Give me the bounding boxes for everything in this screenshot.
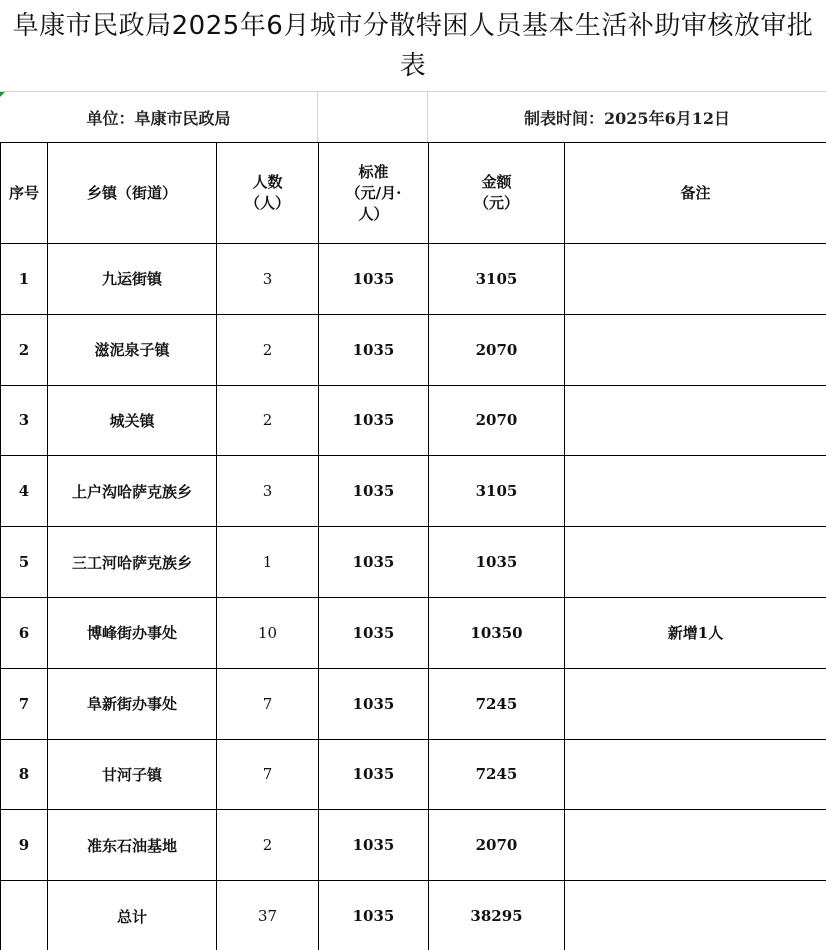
table-row [1, 597, 826, 668]
cell-standard[interactable]: 1035 [319, 385, 429, 456]
cell-amount[interactable]: 2070 [429, 385, 565, 456]
total-row [1, 881, 826, 950]
cell-count[interactable]: 1 [217, 527, 319, 598]
total-seq-cell[interactable] [1, 881, 48, 950]
cell-town[interactable]: 阜新街办事处 [48, 668, 217, 739]
cell-seq[interactable]: 5 [1, 527, 48, 598]
cell-town[interactable]: 城关镇 [48, 385, 217, 456]
cell-count[interactable]: 7 [217, 739, 319, 810]
total-label-cell[interactable]: 总计 [48, 881, 217, 950]
cell-seq[interactable]: 7 [1, 668, 48, 739]
unit-cell[interactable] [0, 92, 318, 142]
header-amount[interactable]: 金额 （元） [429, 143, 565, 244]
cell-count[interactable]: 10 [217, 597, 319, 668]
cell-seq[interactable]: 6 [1, 597, 48, 668]
total-count-cell[interactable]: 37 [217, 881, 319, 950]
cell-remark[interactable] [565, 810, 826, 881]
cell-amount[interactable]: 10350 [429, 597, 565, 668]
cell-standard[interactable]: 1035 [319, 456, 429, 527]
cell-seq[interactable]: 3 [1, 385, 48, 456]
header-remark[interactable]: 备注 [565, 143, 826, 244]
cell-town[interactable]: 滋泥泉子镇 [48, 314, 217, 385]
cell-remark[interactable] [565, 244, 826, 315]
cell-count[interactable]: 2 [217, 810, 319, 881]
date-label: 制表时间：2025年6月12日 [524, 108, 730, 128]
table-row [1, 527, 826, 598]
document-title [0, 0, 826, 92]
cell-amount[interactable]: 2070 [429, 314, 565, 385]
table-row [1, 456, 826, 527]
cell-seq[interactable]: 2 [1, 314, 48, 385]
cell-remark[interactable] [565, 456, 826, 527]
header-seq[interactable]: 序号 [1, 143, 48, 244]
empty-info-cell[interactable] [318, 92, 428, 142]
table-row [1, 385, 826, 456]
cell-standard[interactable]: 1035 [319, 244, 429, 315]
cell-amount[interactable]: 7245 [429, 739, 565, 810]
cell-seq[interactable]: 1 [1, 244, 48, 315]
cell-remark[interactable] [565, 314, 826, 385]
cell-amount[interactable]: 2070 [429, 810, 565, 881]
cell-town[interactable]: 三工河哈萨克族乡 [48, 527, 217, 598]
table-row [1, 739, 826, 810]
cell-remark[interactable]: 新增1人 [565, 597, 826, 668]
cell-seq[interactable]: 9 [1, 810, 48, 881]
cell-count[interactable]: 2 [217, 314, 319, 385]
cell-count[interactable]: 3 [217, 456, 319, 527]
cell-count[interactable]: 3 [217, 244, 319, 315]
cell-town[interactable]: 博峰街办事处 [48, 597, 217, 668]
header-count[interactable]: 人数 （人） [217, 143, 319, 244]
cell-amount[interactable]: 7245 [429, 668, 565, 739]
cell-count[interactable]: 2 [217, 385, 319, 456]
cell-town[interactable]: 甘河子镇 [48, 739, 217, 810]
table-row [1, 244, 826, 315]
info-row [0, 92, 826, 142]
cell-standard[interactable]: 1035 [319, 810, 429, 881]
total-standard-cell[interactable]: 1035 [319, 881, 429, 950]
date-cell[interactable] [428, 92, 826, 142]
cell-town[interactable]: 准东石油基地 [48, 810, 217, 881]
cell-amount[interactable]: 3105 [429, 244, 565, 315]
cell-seq[interactable]: 4 [1, 456, 48, 527]
table-header-row [1, 143, 826, 244]
table-row [1, 810, 826, 881]
table-row [1, 668, 826, 739]
unit-label: 单位：阜康市民政局 [86, 108, 231, 128]
cell-town[interactable]: 九运街镇 [48, 244, 217, 315]
cell-standard[interactable]: 1035 [319, 597, 429, 668]
cell-remark[interactable] [565, 385, 826, 456]
cell-standard[interactable]: 1035 [319, 668, 429, 739]
cell-remark[interactable] [565, 668, 826, 739]
cell-amount[interactable]: 1035 [429, 527, 565, 598]
approval-table [0, 142, 826, 950]
cell-town[interactable]: 上户沟哈萨克族乡 [48, 456, 217, 527]
cell-amount[interactable]: 3105 [429, 456, 565, 527]
cell-remark[interactable] [565, 739, 826, 810]
header-standard[interactable]: 标准 （元/月· 人） [319, 143, 429, 244]
cell-standard[interactable]: 1035 [319, 527, 429, 598]
table-row [1, 314, 826, 385]
cell-standard[interactable]: 1035 [319, 739, 429, 810]
cell-seq[interactable]: 8 [1, 739, 48, 810]
cell-count[interactable]: 7 [217, 668, 319, 739]
total-remark-cell[interactable] [565, 881, 826, 950]
cell-remark[interactable] [565, 527, 826, 598]
document-title-text: 阜康市民政局2025年6月城市分散特困人员基本生活补助审核放审批表 [12, 10, 814, 81]
header-town[interactable]: 乡镇（街道） [48, 143, 217, 244]
cell-standard[interactable]: 1035 [319, 314, 429, 385]
total-amount-cell[interactable]: 38295 [429, 881, 565, 950]
